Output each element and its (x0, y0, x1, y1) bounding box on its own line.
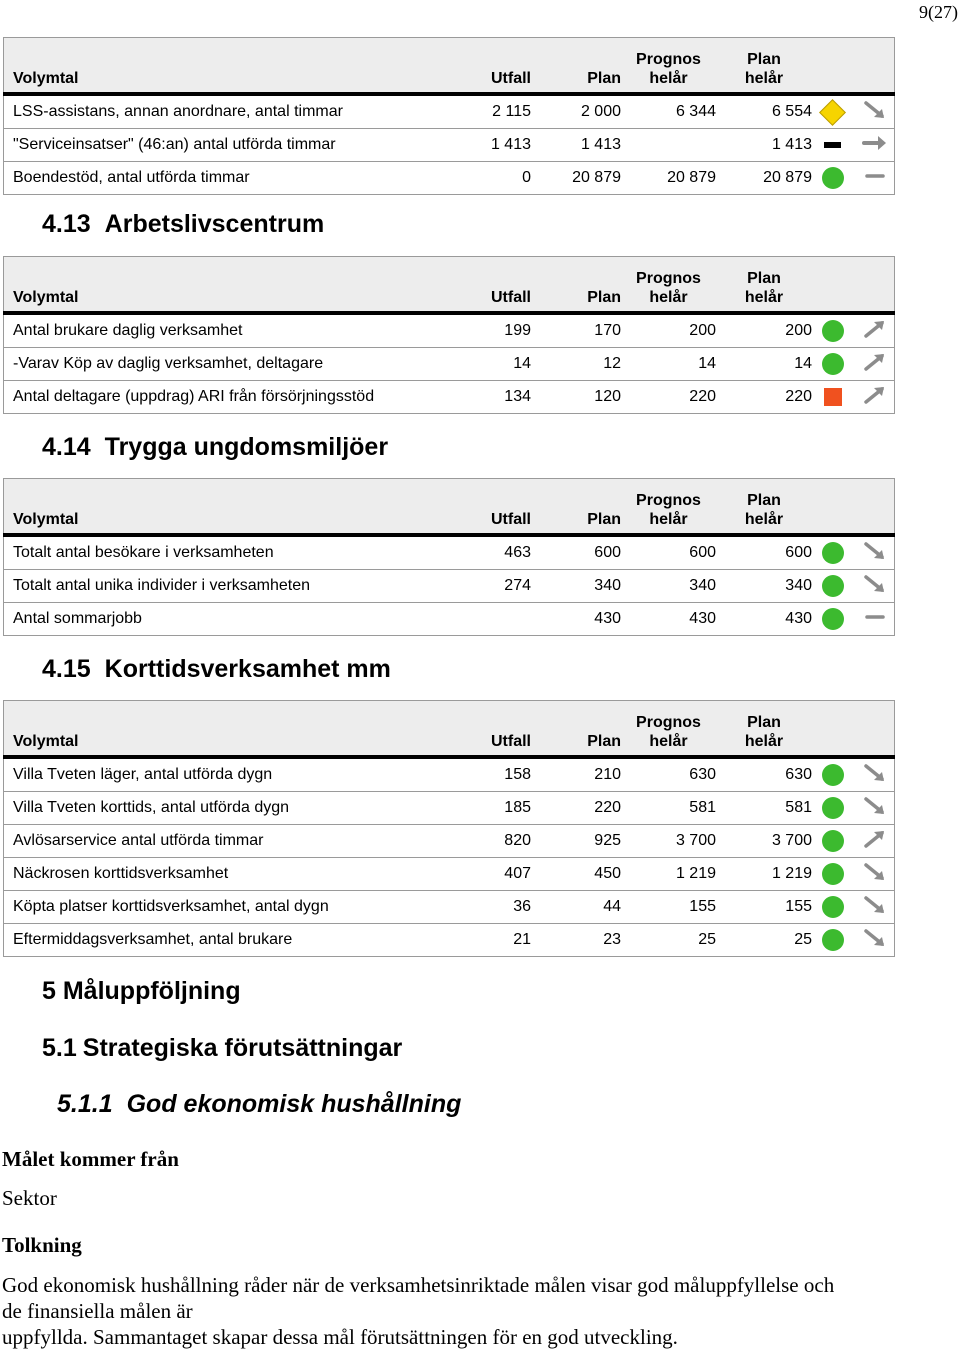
cell-utfall: 463 (468, 535, 531, 570)
cell-status (812, 313, 853, 348)
cell-trend (853, 858, 895, 891)
cell-plan: 450 (531, 858, 621, 891)
col-header-trend (853, 257, 895, 314)
col-header-trend (853, 479, 895, 536)
col-header-prognos (621, 38, 716, 95)
cell-utfall: 21 (468, 924, 531, 957)
cell-status (812, 891, 853, 924)
cell-status (812, 792, 853, 825)
status-green-icon (822, 167, 844, 189)
cell-volymtal: Antal deltagare (uppdrag) ARI från försörjningsstöd (4, 381, 469, 414)
col-header-plan-helar (716, 257, 812, 314)
col-header-plan-helar-line2: helår (744, 511, 784, 528)
table-row (4, 924, 895, 957)
cell-plan-helar: 1 219 (716, 858, 812, 891)
trend-down-icon (862, 109, 886, 126)
status-green-icon (822, 896, 844, 918)
cell-utfall: 820 (468, 825, 531, 858)
status-green-icon (822, 929, 844, 951)
trend-down-icon (862, 583, 886, 600)
table-header-row (4, 257, 895, 314)
section-heading-4-13 (42, 210, 324, 239)
tolkning-text (2, 1272, 834, 1350)
table-row (4, 792, 895, 825)
tolkning-line: God ekonomisk hushållning råder när de verksamhetsinriktade målen visar god måluppfyllelse och (2, 1273, 835, 1297)
col-header-prognos-line1: Prognos (636, 714, 701, 731)
table-row (4, 858, 895, 891)
cell-status (812, 94, 853, 129)
cell-plan: 12 (531, 348, 621, 381)
cell-prognos: 430 (621, 603, 716, 636)
table-volymtal-4-13 (3, 256, 895, 414)
col-header-volymtal: Volymtal (4, 479, 469, 536)
cell-trend (853, 348, 895, 381)
cell-prognos: 630 (621, 757, 716, 792)
cell-volymtal: Totalt antal unika individer i verksamheten (4, 570, 469, 603)
trend-right-icon (862, 142, 886, 159)
section-title: Korttidsverksamhet mm (104, 655, 391, 683)
trend-up-icon (862, 838, 886, 855)
cell-utfall: 134 (468, 381, 531, 414)
cell-utfall: 0 (468, 162, 531, 195)
col-header-plan-helar-line1: Plan (747, 51, 781, 68)
col-header-plan-helar-line1: Plan (747, 714, 781, 731)
cell-volymtal: Boendestöd, antal utförda timmar (4, 162, 469, 195)
cell-status (812, 535, 853, 570)
section-number: 4.14 (42, 433, 91, 461)
col-header-plan: Plan (531, 701, 621, 758)
status-green-icon (822, 764, 844, 786)
col-header-trend (853, 38, 895, 95)
status-green-icon (822, 797, 844, 819)
cell-trend (853, 792, 895, 825)
cell-volymtal: -Varav Köp av daglig verksamhet, deltagare (4, 348, 469, 381)
tolkning-label: Tolkning (2, 1233, 82, 1257)
cell-volymtal: "Serviceinsatser" (46:an) antal utförda timmar (4, 129, 469, 162)
col-header-plan-helar-line1: Plan (747, 492, 781, 509)
cell-prognos: 20 879 (621, 162, 716, 195)
col-header-plan: Plan (531, 38, 621, 95)
col-header-trend (853, 701, 895, 758)
cell-plan: 2 000 (531, 94, 621, 129)
cell-prognos (621, 129, 716, 162)
col-header-utfall: Utfall (468, 257, 531, 314)
tolkning-line: uppfyllda. Sammantaget skapar dessa mål förutsättningen för en god utveckling. (2, 1325, 678, 1349)
cell-plan-helar: 430 (716, 603, 812, 636)
cell-trend (853, 94, 895, 129)
col-header-volymtal: Volymtal (4, 257, 469, 314)
table-row (4, 348, 895, 381)
table-row (4, 94, 895, 129)
heading-title: Måluppföljning (62, 977, 241, 1005)
cell-status (812, 924, 853, 957)
cell-status (812, 129, 853, 162)
cell-volymtal: Avlösarservice antal utförda timmar (4, 825, 469, 858)
cell-plan: 23 (531, 924, 621, 957)
cell-utfall (468, 603, 531, 636)
col-header-plan-helar (716, 701, 812, 758)
trend-down-icon (862, 550, 886, 567)
cell-plan: 925 (531, 825, 621, 858)
cell-volymtal: Villa Tveten läger, antal utförda dygn (4, 757, 469, 792)
table-row (4, 381, 895, 414)
cell-plan-helar: 200 (716, 313, 812, 348)
col-header-utfall: Utfall (468, 701, 531, 758)
section-heading-4-14 (42, 433, 388, 462)
cell-status (812, 381, 853, 414)
section-number: 4.15 (42, 655, 91, 683)
status-green-icon (822, 353, 844, 375)
heading-5 (42, 977, 241, 1006)
cell-prognos: 1 219 (621, 858, 716, 891)
table-header-row (4, 38, 895, 95)
col-header-status (812, 479, 853, 536)
heading-title: Strategiska förutsättningar (82, 1034, 403, 1062)
trend-flat-icon (862, 616, 886, 633)
status-green-icon (822, 608, 844, 630)
status-red-icon (824, 388, 842, 406)
cell-plan-helar: 25 (716, 924, 812, 957)
col-header-volymtal: Volymtal (4, 701, 469, 758)
cell-volymtal: Antal brukare daglig verksamhet (4, 313, 469, 348)
trend-flat-icon (862, 175, 886, 192)
col-header-plan: Plan (531, 257, 621, 314)
cell-volymtal: Näckrosen korttidsverksamhet (4, 858, 469, 891)
col-header-utfall: Utfall (468, 479, 531, 536)
cell-utfall: 185 (468, 792, 531, 825)
cell-prognos: 340 (621, 570, 716, 603)
col-header-prognos (621, 257, 716, 314)
status-green-icon (822, 542, 844, 564)
cell-plan-helar: 6 554 (716, 94, 812, 129)
malet-label: Målet kommer från (2, 1147, 179, 1171)
col-header-plan-helar-line1: Plan (747, 270, 781, 287)
heading-number: 5 (42, 977, 56, 1005)
table-row (4, 570, 895, 603)
cell-plan: 340 (531, 570, 621, 603)
col-header-prognos (621, 701, 716, 758)
cell-prognos: 600 (621, 535, 716, 570)
col-header-prognos-line2: helår (649, 289, 688, 306)
trend-down-icon (862, 904, 886, 921)
heading-5-1-1 (57, 1090, 461, 1119)
col-header-prognos-line2: helår (649, 733, 688, 750)
cell-plan-helar: 581 (716, 792, 812, 825)
table-row (4, 825, 895, 858)
col-header-utfall: Utfall (468, 38, 531, 95)
heading-number: 5.1 (42, 1034, 77, 1062)
cell-trend (853, 891, 895, 924)
col-header-prognos-line2: helår (649, 70, 688, 87)
col-header-plan-helar-line2: helår (744, 733, 784, 750)
col-header-prognos (621, 479, 716, 536)
cell-plan: 220 (531, 792, 621, 825)
heading-number: 5.1.1 (57, 1090, 113, 1118)
col-header-plan-helar-line2: helår (744, 70, 784, 87)
cell-plan-helar: 20 879 (716, 162, 812, 195)
trend-down-icon (862, 772, 886, 789)
cell-plan: 1 413 (531, 129, 621, 162)
trend-up-icon (862, 328, 886, 345)
cell-utfall: 2 115 (468, 94, 531, 129)
cell-prognos: 200 (621, 313, 716, 348)
table-row (4, 757, 895, 792)
cell-status (812, 348, 853, 381)
cell-status (812, 757, 853, 792)
status-yellow-icon (819, 99, 846, 126)
section-title: Trygga ungdomsmiljöer (104, 433, 389, 461)
cell-utfall: 158 (468, 757, 531, 792)
cell-utfall: 199 (468, 313, 531, 348)
cell-status (812, 858, 853, 891)
cell-trend (853, 535, 895, 570)
cell-trend (853, 129, 895, 162)
table-header-row (4, 701, 895, 758)
col-header-plan-helar-line2: helår (744, 289, 784, 306)
cell-utfall: 14 (468, 348, 531, 381)
cell-plan: 600 (531, 535, 621, 570)
cell-utfall: 407 (468, 858, 531, 891)
cell-volymtal: Antal sommarjobb (4, 603, 469, 636)
status-green-icon (822, 830, 844, 852)
cell-prognos: 155 (621, 891, 716, 924)
cell-trend (853, 825, 895, 858)
col-header-status (812, 38, 853, 95)
cell-volymtal: Köpta platser korttidsverksamhet, antal dygn (4, 891, 469, 924)
col-header-prognos-line1: Prognos (636, 270, 701, 287)
cell-trend (853, 570, 895, 603)
status-green-icon (822, 863, 844, 885)
col-header-prognos-line1: Prognos (636, 492, 701, 509)
cell-status (812, 825, 853, 858)
col-header-plan-helar (716, 479, 812, 536)
table-row (4, 535, 895, 570)
cell-utfall: 36 (468, 891, 531, 924)
col-header-prognos-line2: helår (649, 511, 688, 528)
table-header-row (4, 479, 895, 536)
table-row (4, 313, 895, 348)
status-dash-icon (824, 142, 841, 148)
col-header-plan-helar (716, 38, 812, 95)
cell-plan: 20 879 (531, 162, 621, 195)
cell-plan: 210 (531, 757, 621, 792)
cell-volymtal: Villa Tveten korttids, antal utförda dygn (4, 792, 469, 825)
heading-title: God ekonomisk hushållning (126, 1090, 462, 1118)
cell-trend (853, 381, 895, 414)
cell-plan-helar: 155 (716, 891, 812, 924)
cell-plan: 430 (531, 603, 621, 636)
status-green-icon (822, 320, 844, 342)
malet-value: Sektor (2, 1186, 57, 1210)
col-header-prognos-line1: Prognos (636, 51, 701, 68)
cell-trend (853, 162, 895, 195)
trend-down-icon (862, 871, 886, 888)
trend-up-icon (862, 394, 886, 411)
cell-plan-helar: 14 (716, 348, 812, 381)
cell-utfall: 1 413 (468, 129, 531, 162)
table-row (4, 891, 895, 924)
col-header-status (812, 257, 853, 314)
section-number: 4.13 (42, 210, 91, 238)
cell-status (812, 603, 853, 636)
page-number: 9(27) (919, 2, 958, 22)
cell-volymtal: LSS-assistans, annan anordnare, antal timmar (4, 94, 469, 129)
cell-prognos: 14 (621, 348, 716, 381)
cell-plan: 170 (531, 313, 621, 348)
cell-trend (853, 924, 895, 957)
col-header-plan: Plan (531, 479, 621, 536)
table-volymtal-top (3, 37, 895, 195)
cell-plan-helar: 220 (716, 381, 812, 414)
col-header-status (812, 701, 853, 758)
table-row (4, 603, 895, 636)
tolkning-line: de finansiella målen är (2, 1299, 193, 1323)
cell-prognos: 581 (621, 792, 716, 825)
table-row (4, 162, 895, 195)
table-volymtal-4-14 (3, 478, 895, 636)
cell-prognos: 6 344 (621, 94, 716, 129)
cell-plan-helar: 630 (716, 757, 812, 792)
cell-trend (853, 313, 895, 348)
cell-volymtal: Eftermiddagsverksamhet, antal brukare (4, 924, 469, 957)
cell-plan-helar: 340 (716, 570, 812, 603)
cell-trend (853, 603, 895, 636)
cell-utfall: 274 (468, 570, 531, 603)
cell-prognos: 220 (621, 381, 716, 414)
heading-5-1 (42, 1034, 402, 1063)
trend-down-icon (862, 937, 886, 954)
cell-plan-helar: 600 (716, 535, 812, 570)
table-row (4, 129, 895, 162)
cell-prognos: 3 700 (621, 825, 716, 858)
trend-down-icon (862, 805, 886, 822)
cell-volymtal: Totalt antal besökare i verksamheten (4, 535, 469, 570)
col-header-volymtal: Volymtal (4, 38, 469, 95)
section-title: Arbetslivscentrum (104, 210, 325, 238)
cell-plan-helar: 1 413 (716, 129, 812, 162)
table-volymtal-4-15 (3, 700, 895, 957)
cell-plan-helar: 3 700 (716, 825, 812, 858)
cell-trend (853, 757, 895, 792)
section-heading-4-15 (42, 655, 391, 684)
cell-plan: 44 (531, 891, 621, 924)
cell-status (812, 570, 853, 603)
cell-plan: 120 (531, 381, 621, 414)
cell-status (812, 162, 853, 195)
status-green-icon (822, 575, 844, 597)
cell-prognos: 25 (621, 924, 716, 957)
trend-up-icon (862, 361, 886, 378)
